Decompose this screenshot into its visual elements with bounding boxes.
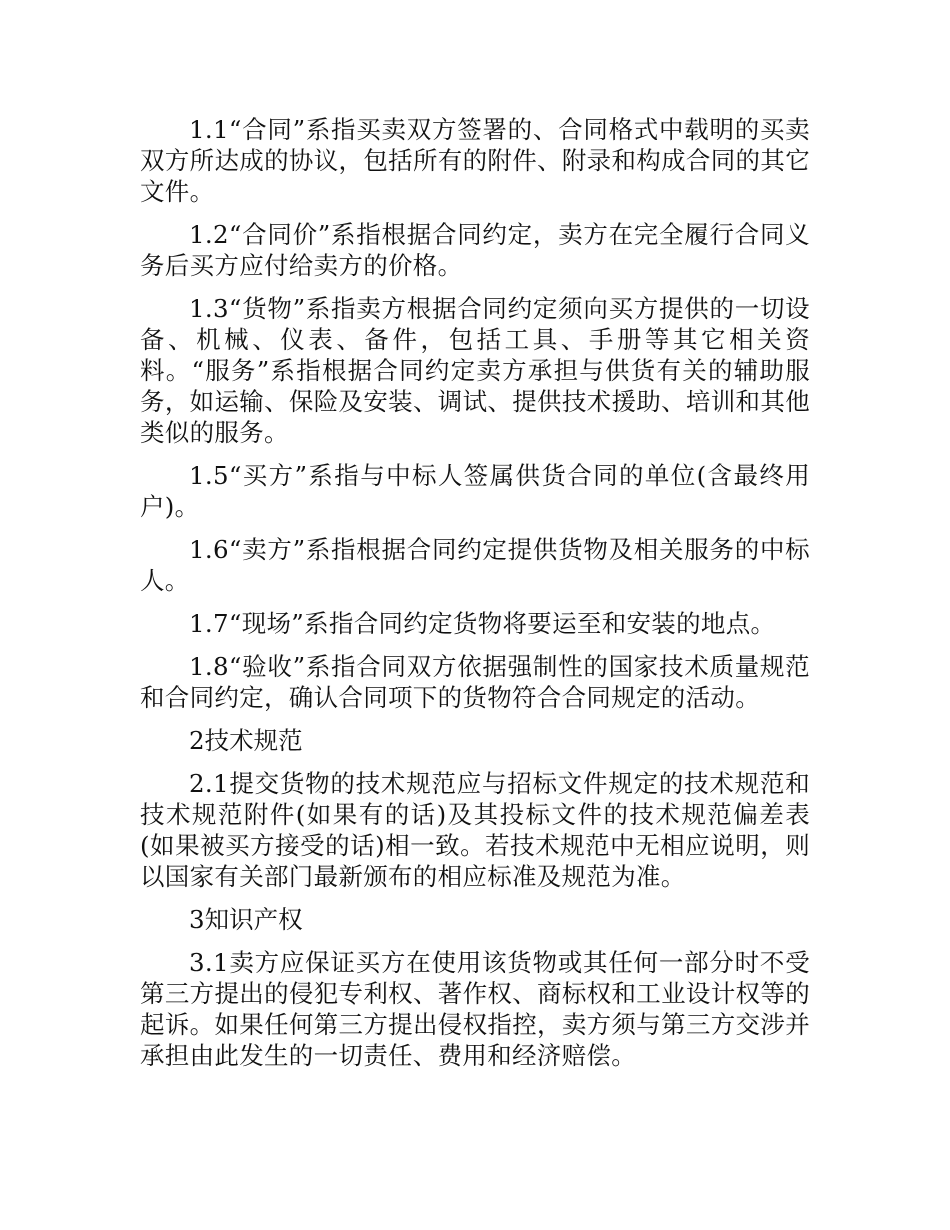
- clause-1-3-goods-services: 1.3“货物”系指卖方根据合同约定须向买方提供的一切设备、机械、仪表、备件，包括工具、手册等其它相关资料。“服务”系指根据合同约定卖方承担与供货有关的辅助服务，如运输、保险及安装、调试、提供技术援助、培训和其他类似的服务。: [140, 294, 810, 447]
- clause-3-1-ip-rights: 3.1卖方应保证买方在使用该货物或其任何一部分时不受第三方提出的侵犯专利权、著作权、商标权和工业设计权等的起诉。如果任何第三方提出侵权指控，卖方须与第三方交涉并承担由此发生的一切责任、费用和经济赔偿。: [140, 948, 810, 1070]
- section-2-heading: 2技术规范: [189, 726, 303, 755]
- clause-1-8-acceptance: 1.8“验收”系指合同双方依据强制性的国家技术质量规范和合同约定，确认合同项下的货物符合合同规定的活动。: [140, 652, 810, 712]
- clause-1-7-site: 1.7“现场”系指合同约定货物将要运至和安装的地点。: [189, 609, 776, 638]
- clause-1-2-contract-price: 1.2“合同价”系指根据合同约定，卖方在完全履行合同义务后买方应付给卖方的价格。: [140, 220, 810, 280]
- clause-1-5-buyer: 1.5“买方”系指与中标人签属供货合同的单位(含最终用户)。: [140, 461, 810, 521]
- clause-2-1-technical-spec: 2.1提交货物的技术规范应与招标文件规定的技术规范和技术规范附件(如果有的话)及其投标文件的技术规范偏差表(如果被买方接受的话)相一致。若技术规范中无相应说明，则以国家有关部门最新颁布的相应标准及规范为准。: [140, 769, 810, 891]
- clause-1-6-seller: 1.6“卖方”系指根据合同约定提供货物及相关服务的中标人。: [140, 535, 810, 595]
- document-page: [140, 114, 810, 1083]
- section-3-heading: 3知识产权: [189, 905, 303, 934]
- clause-1-1-contract: 1.1“合同”系指买卖双方签署的、合同格式中载明的买卖双方所达成的协议，包括所有的附件、附录和构成合同的其它文件。: [140, 115, 810, 206]
